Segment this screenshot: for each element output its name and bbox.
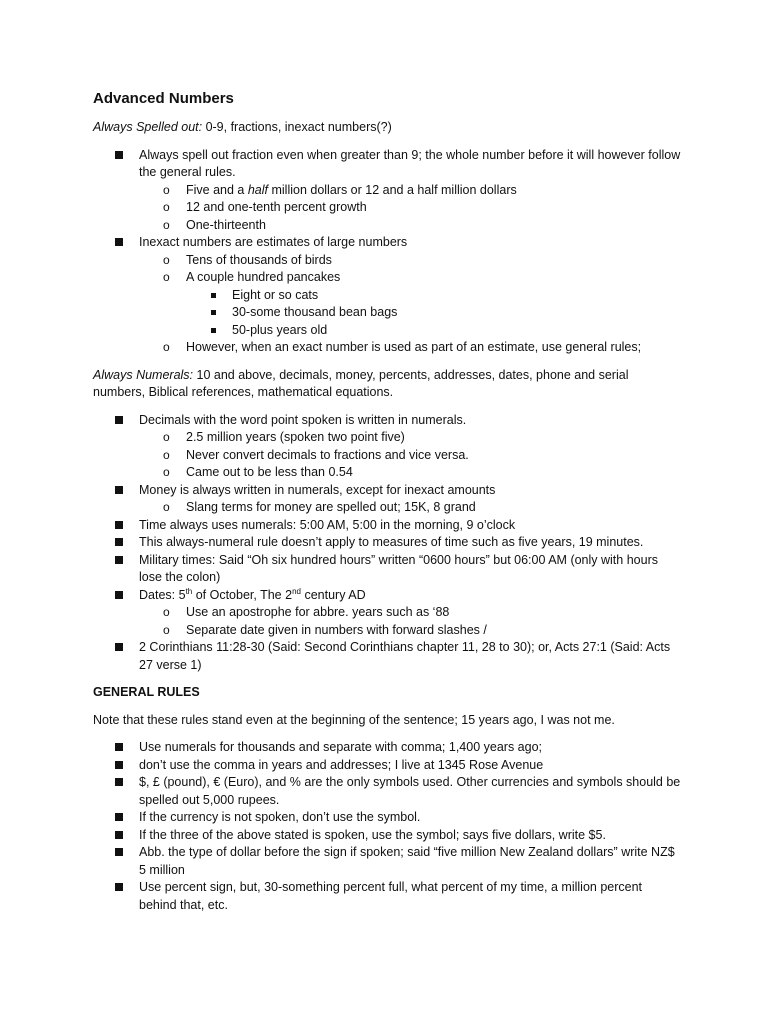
- item-text: A couple hundred pancakes: [186, 270, 341, 284]
- list-item: [93, 217, 683, 235]
- list-item: [93, 844, 683, 879]
- item-text: $, £ (pound), € (Euro), and % are the only symbols used. Other currencies and symbols should be spelled out 5,000 rupees.: [139, 775, 681, 807]
- hollow-circle-bullet-icon: o: [163, 430, 170, 444]
- item-text: don’t use the comma in years and addresses; I live at 1345 Rose Avenue: [139, 757, 544, 772]
- hollow-circle-bullet-icon: o: [163, 200, 170, 214]
- list-item: [93, 517, 683, 535]
- list-item: [93, 534, 683, 552]
- spelled-out-text: 0-9, fractions, inexact numbers(?): [202, 120, 392, 134]
- square-bullet-icon: [115, 556, 123, 564]
- item-text: century AD: [300, 587, 366, 602]
- hollow-circle-bullet-icon: o: [163, 622, 170, 637]
- square-bullet-icon: [211, 328, 216, 333]
- square-bullet-icon: [115, 813, 123, 821]
- list-item: [93, 234, 683, 252]
- square-bullet-icon: [115, 743, 123, 751]
- square-bullet-icon: [115, 521, 123, 529]
- hollow-circle-bullet-icon: o: [163, 447, 170, 462]
- list-item: [93, 304, 683, 322]
- item-text: Dates: 5: [139, 587, 186, 602]
- list-item: [93, 757, 683, 775]
- item-text: If the currency is not spoken, don’t use the symbol.: [139, 810, 421, 824]
- list-item: [93, 252, 683, 270]
- square-bullet-icon: [115, 883, 123, 891]
- numerals-list: [93, 412, 683, 675]
- item-text: Time always uses numerals: 5:00 AM, 5:00 in the morning, 9 o’clock: [139, 517, 516, 532]
- list-item: [93, 269, 683, 287]
- item-text: Use numerals for thousands and separate with comma; 1,400 years ago;: [139, 740, 542, 754]
- list-item: [93, 182, 683, 200]
- square-bullet-icon: [115, 778, 123, 786]
- item-text: Military times: Said “Oh six hundred hours” written “0600 hours” but 06:00 AM (only with hours lose the colon): [139, 552, 658, 584]
- list-item: [93, 482, 683, 500]
- square-bullet-icon: [211, 293, 216, 298]
- hollow-circle-bullet-icon: o: [163, 465, 170, 479]
- item-text: Inexact numbers are estimates of large numbers: [139, 235, 408, 249]
- spelled-out-label: Always Spelled out:: [93, 120, 203, 134]
- item-text: 2.5 million years (spoken two point five): [186, 430, 405, 444]
- spelled-out-intro: [93, 119, 683, 137]
- list-item: [93, 809, 683, 827]
- item-text: of October, The 2: [192, 587, 293, 602]
- emphasis: half: [247, 182, 268, 197]
- item-text: Eight or so cats: [232, 287, 319, 302]
- hollow-circle-bullet-icon: o: [163, 182, 170, 197]
- item-text: 2 Corinthians 11:28-30 (Said: Second Corinthians chapter 11, 28 to 30); or, Acts 27:1 (Said: Acts 27 verse 1): [139, 640, 671, 672]
- item-text: Use percent sign, but, 30-something percent full, what percent of my time, a million percent behind that, etc.: [139, 880, 643, 912]
- general-rules-note: Note that these rules stand even at the beginning of the sentence; 15 years ago, I was not me.: [93, 712, 615, 727]
- list-item: [93, 464, 683, 482]
- superscript: nd: [292, 586, 301, 596]
- item-text: Slang terms for money are spelled out; 15K, 8 grand: [186, 500, 476, 514]
- list-item: [93, 499, 683, 517]
- square-bullet-icon: [115, 761, 123, 769]
- numerals-label: Always Numerals:: [93, 367, 194, 382]
- numerals-intro: [93, 367, 683, 402]
- square-bullet-icon: [115, 486, 123, 494]
- item-text: Decimals with the word point spoken is written in numerals.: [139, 412, 467, 427]
- item-text: Five and a: [186, 182, 248, 197]
- hollow-circle-bullet-icon: o: [163, 605, 170, 619]
- square-bullet-icon: [211, 310, 216, 315]
- item-text: Use an apostrophe for abbre. years such as ‘88: [186, 605, 450, 619]
- superscript: th: [185, 586, 193, 596]
- square-bullet-icon: [115, 151, 123, 159]
- item-text: Tens of thousands of birds: [186, 252, 332, 267]
- item-text: One-thirteenth: [186, 217, 266, 232]
- hollow-circle-bullet-icon: o: [163, 217, 170, 232]
- list-item: [93, 587, 683, 605]
- item-text: Never convert decimals to fractions and vice versa.: [186, 447, 469, 462]
- list-item: [93, 147, 683, 182]
- hollow-circle-bullet-icon: o: [163, 252, 170, 267]
- general-rules-list: [93, 739, 683, 914]
- hollow-circle-bullet-icon: o: [163, 270, 170, 284]
- item-text: Always spell out fraction even when greater than 9; the whole number before it will however follow the general rules.: [139, 147, 681, 179]
- list-item: [93, 287, 683, 305]
- square-bullet-icon: [115, 238, 123, 246]
- item-text: Money is always written in numerals, except for inexact amounts: [139, 482, 496, 497]
- list-item: [93, 774, 683, 809]
- item-text: million dollars or 12 and a half million dollars: [268, 182, 517, 197]
- item-text: This always-numeral rule doesn’t apply to measures of time such as five years, 19 minutes.: [139, 535, 644, 549]
- list-item: [93, 447, 683, 465]
- square-bullet-icon: [115, 848, 123, 856]
- square-bullet-icon: [115, 643, 123, 651]
- item-text: 30-some thousand bean bags: [232, 305, 398, 319]
- numerals-text: 10 and above, decimals, money, percents, addresses, dates, phone and serial numbers, Biblical references, mathematical equations.: [93, 367, 629, 399]
- item-text: 50-plus years old: [232, 322, 328, 337]
- item-text: Came out to be less than 0.54: [186, 465, 353, 479]
- list-item: [93, 622, 683, 640]
- square-bullet-icon: [115, 591, 123, 599]
- spelled-out-list: [93, 147, 683, 357]
- list-item: [93, 552, 683, 587]
- item-text: If the three of the above stated is spoken, use the symbol; says five dollars, write $5.: [139, 827, 606, 842]
- hollow-circle-bullet-icon: o: [163, 500, 170, 514]
- list-item: [93, 639, 683, 674]
- list-item: [93, 604, 683, 622]
- item-text: Separate date given in numbers with forward slashes /: [186, 622, 487, 637]
- hollow-circle-bullet-icon: o: [163, 340, 170, 354]
- list-item: [93, 827, 683, 845]
- list-item: [93, 412, 683, 430]
- list-item: [93, 429, 683, 447]
- page-title: Advanced Numbers: [93, 90, 234, 107]
- square-bullet-icon: [115, 831, 123, 839]
- list-item: [93, 879, 683, 914]
- square-bullet-icon: [115, 538, 123, 546]
- item-text: Abb. the type of dollar before the sign if spoken; said “five million New Zealand dollars” write NZ$ 5 million: [139, 845, 675, 877]
- list-item: [93, 322, 683, 340]
- item-text: 12 and one-tenth percent growth: [186, 200, 367, 214]
- square-bullet-icon: [115, 416, 123, 424]
- item-text: However, when an exact number is used as part of an estimate, use general rules;: [186, 340, 642, 354]
- list-item: [93, 339, 683, 357]
- document-page: [93, 90, 683, 924]
- list-item: [93, 199, 683, 217]
- list-item: [93, 739, 683, 757]
- general-rules-heading: GENERAL RULES: [93, 685, 200, 699]
